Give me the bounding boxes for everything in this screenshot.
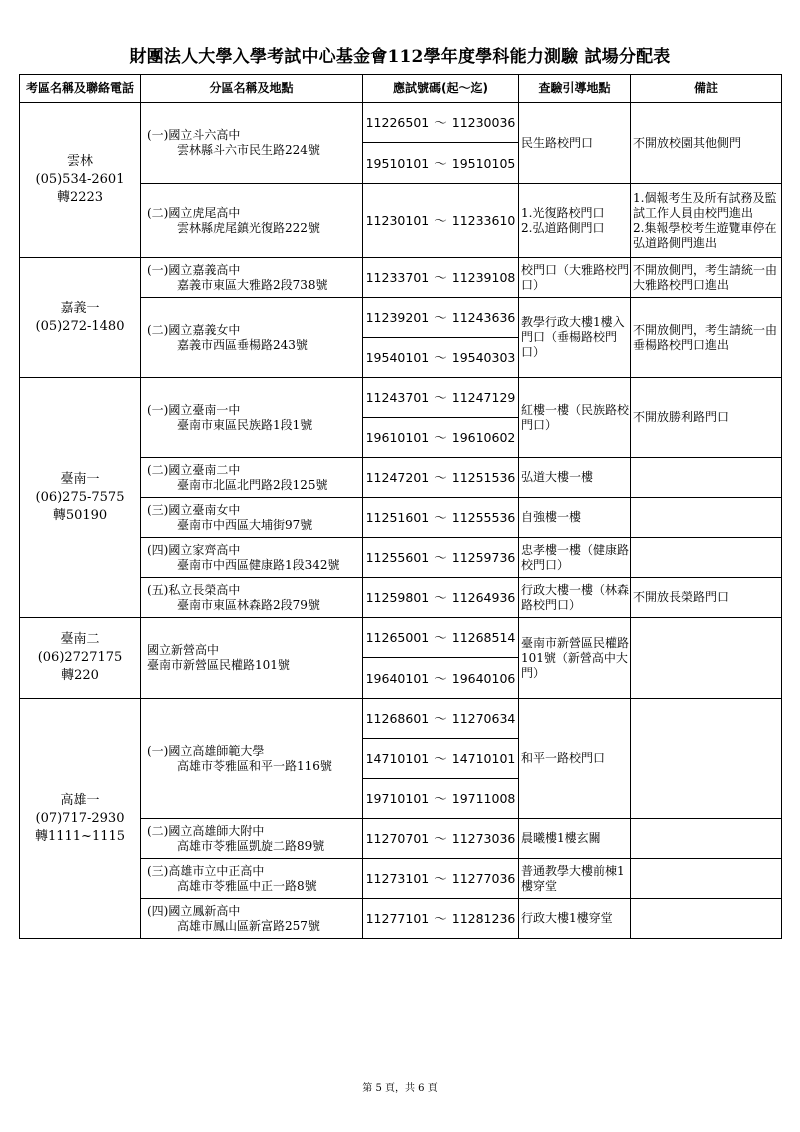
school-cell [141, 859, 363, 899]
range-start: 11273101 [365, 871, 430, 886]
guide-cell: 弘道大樓一樓 [519, 458, 631, 498]
range-separator: ～ [434, 270, 447, 285]
number-range [363, 859, 519, 899]
table-header-row [20, 75, 782, 103]
range-end: 19711008 [451, 791, 516, 806]
school-name: (一)國立臺南一中 [147, 402, 241, 417]
range-separator: ～ [434, 470, 447, 485]
school-cell [141, 103, 363, 184]
range-separator: ～ [434, 155, 447, 171]
header-region: 考區名稱及聯絡電話 [20, 75, 141, 103]
range-end: 19540303 [451, 350, 516, 365]
school-address: 高雄市苓雅區和平一路116號 [177, 758, 332, 773]
region-phone: (05)534-2601 [35, 172, 125, 187]
school-name: (一)國立高雄師範大學 [147, 743, 265, 758]
school-cell [141, 538, 363, 578]
range-start: 11259801 [365, 590, 430, 605]
guide-cell: 忠孝樓一樓（健康路校門口） [519, 538, 631, 578]
table-row [20, 378, 782, 418]
number-range [363, 103, 519, 143]
note-cell: 1.個報考生及所有試務及監試工作人員由校門進出 2.集報學校考生遊覽車停在弘道路側門進出 [631, 184, 782, 258]
table-row [20, 699, 782, 739]
header-numbers: 應試號碼(起～迄) [363, 75, 519, 103]
range-separator: ～ [434, 911, 447, 926]
region-phone: (05)272-1480 [35, 318, 125, 334]
school-cell [141, 699, 363, 819]
school-address: 高雄市苓雅區凱旋二路89號 [177, 838, 325, 853]
school-name: (五)私立長榮高中 [147, 582, 241, 597]
school-address: 臺南市中西區大埔街97號 [177, 517, 313, 532]
number-range [363, 899, 519, 939]
region-ext: 轉50190 [52, 507, 108, 523]
school-name: (二)國立虎尾高中 [147, 205, 241, 220]
range-start: 19610101 [365, 430, 430, 445]
note-cell: 不開放側門，考生請統一由垂楊路校門口進出 [631, 298, 782, 378]
guide-cell: 校門口（大雅路校門口） [519, 258, 631, 298]
note-cell: 不開放勝利路門口 [631, 378, 782, 458]
guide-cell: 紅樓一樓（民族路校門口） [519, 378, 631, 458]
exam-site-table [19, 74, 782, 939]
number-range [363, 338, 519, 378]
guide-cell: 1.光復路校門口 2.弘道路側門口 [519, 184, 631, 258]
school-cell [141, 184, 363, 258]
range-start: 11230101 [365, 213, 430, 228]
region-cell [20, 103, 141, 258]
range-separator: ～ [434, 670, 447, 686]
number-range [363, 699, 519, 739]
range-end: 11233610 [451, 213, 516, 228]
range-start: 11277101 [365, 911, 430, 926]
range-start: 19510101 [365, 155, 430, 171]
note-cell [631, 899, 782, 939]
school-address: 臺南市東區林森路2段79號 [177, 597, 320, 612]
school-cell [141, 298, 363, 378]
guide-cell: 普通教學大樓前棟1樓穿堂 [519, 859, 631, 899]
range-separator: ～ [434, 213, 447, 228]
school-address: 嘉義市東區大雅路2段738號 [177, 277, 328, 292]
region-name: 嘉義一 [60, 300, 100, 316]
guide-cell: 晨曦樓1樓玄關 [519, 819, 631, 859]
guide-cell: 教學行政大樓1樓入門口（垂楊路校門口） [519, 298, 631, 378]
number-range [363, 498, 519, 538]
page-title: 財團法人大學入學考試中心基金會112學年度學科能力測驗 試場分配表 [129, 47, 671, 67]
range-end: 11259736 [451, 550, 516, 565]
region-cell [20, 618, 141, 699]
range-separator: ～ [434, 350, 447, 365]
range-start: 11265001 [365, 630, 430, 645]
number-range [363, 458, 519, 498]
guide-cell: 民生路校門口 [519, 103, 631, 184]
note-cell [631, 458, 782, 498]
school-name: (四)國立家齊高中 [147, 542, 241, 557]
number-range [363, 378, 519, 418]
number-range [363, 143, 519, 184]
school-cell [141, 578, 363, 618]
note-cell: 不開放側門，考生請統一由大雅路校門口進出 [631, 258, 782, 298]
range-start: 11247201 [365, 470, 430, 485]
school-address: 高雄市鳳山區新富路257號 [177, 918, 320, 933]
school-address: 臺南市中西區健康路1段342號 [177, 557, 340, 572]
region-ext: 轉220 [61, 668, 99, 683]
school-name: 國立新營高中 [147, 643, 220, 657]
range-end: 11243636 [451, 310, 516, 325]
school-name: (三)高雄市立中正高中 [147, 863, 265, 878]
number-range [363, 779, 519, 819]
header-guide: 查驗引導地點 [519, 75, 631, 103]
region-cell [20, 378, 141, 618]
school-cell [141, 819, 363, 859]
range-separator: ～ [434, 510, 447, 525]
school-cell [141, 498, 363, 538]
region-phone: (07)717-2930 [35, 810, 125, 826]
region-name: 臺南二 [60, 632, 100, 647]
number-range [363, 418, 519, 458]
range-start: 11270701 [365, 831, 430, 846]
range-end: 14710101 [451, 751, 516, 766]
note-cell [631, 859, 782, 899]
range-end: 11264936 [451, 590, 516, 605]
number-range [363, 658, 519, 699]
number-range [363, 184, 519, 258]
range-separator: ～ [434, 590, 447, 605]
school-address: 嘉義市西區垂楊路243號 [177, 337, 308, 352]
region-ext: 轉1111~1115 [34, 828, 126, 844]
range-separator: ～ [434, 711, 447, 726]
region-ext: 轉2223 [56, 190, 104, 205]
range-end: 11230036 [451, 115, 516, 130]
range-end: 11281236 [451, 911, 516, 926]
note-cell: 不開放長榮路門口 [631, 578, 782, 618]
school-name: (四)國立鳳新高中 [147, 903, 241, 918]
school-address: 臺南市東區民族路1段1號 [177, 417, 313, 432]
range-separator: ～ [434, 751, 447, 766]
guide-cell: 行政大樓1樓穿堂 [519, 899, 631, 939]
range-separator: ～ [434, 390, 447, 405]
range-start: 19640101 [365, 670, 430, 686]
note-cell [631, 498, 782, 538]
range-end: 11239108 [451, 270, 516, 285]
number-range [363, 819, 519, 859]
range-end: 11247129 [451, 390, 516, 405]
number-range [363, 258, 519, 298]
school-name: (二)國立嘉義女中 [147, 322, 241, 337]
guide-cell: 和平一路校門口 [519, 699, 631, 819]
range-separator: ～ [434, 430, 447, 445]
number-range [363, 618, 519, 658]
range-start: 19710101 [365, 791, 430, 806]
table-row [20, 618, 782, 658]
range-end: 11273036 [451, 831, 516, 846]
school-name: (二)國立高雄師大附中 [147, 823, 265, 838]
page-footer: 第 5 頁，共 6 頁 [362, 1083, 438, 1094]
note-cell: 不開放校園其他側門 [631, 103, 782, 184]
note-cell [631, 819, 782, 859]
number-range [363, 578, 519, 618]
school-address: 臺南市新營區民權路101號 [147, 658, 290, 672]
school-address: 雲林縣斗六市民生路224號 [177, 143, 320, 157]
region-name: 雲林 [66, 154, 93, 169]
range-start: 11226501 [365, 115, 430, 130]
range-start: 11251601 [365, 510, 430, 525]
range-end: 11268514 [451, 630, 516, 645]
school-address: 雲林縣虎尾鎮光復路222號 [177, 220, 320, 235]
range-end: 11270634 [451, 711, 516, 726]
header-school: 分區名稱及地點 [141, 75, 363, 103]
region-name: 高雄一 [60, 792, 100, 808]
range-end: 19610602 [451, 430, 516, 445]
range-start: 11255601 [365, 550, 430, 565]
range-end: 11277036 [451, 871, 516, 886]
range-start: 11233701 [365, 270, 430, 285]
school-cell [141, 378, 363, 458]
table-row [20, 258, 782, 298]
table-row [20, 103, 782, 143]
range-end: 19510105 [451, 155, 516, 171]
range-start: 11268601 [365, 711, 430, 726]
range-start: 11239201 [365, 310, 430, 325]
range-end: 11255536 [451, 510, 516, 525]
guide-cell: 行政大樓一樓（林森路校門口） [519, 578, 631, 618]
range-separator: ～ [434, 630, 447, 645]
number-range [363, 538, 519, 578]
region-cell [20, 699, 141, 939]
region-cell [20, 258, 141, 378]
range-separator: ～ [434, 831, 447, 846]
guide-cell: 自強樓一樓 [519, 498, 631, 538]
range-separator: ～ [434, 310, 447, 325]
range-separator: ～ [434, 115, 447, 130]
header-note: 備註 [631, 75, 782, 103]
region-phone: (06)2727175 [37, 650, 123, 665]
range-end: 19640106 [451, 670, 516, 686]
school-cell [141, 899, 363, 939]
range-start: 19540101 [365, 350, 430, 365]
school-address: 高雄市苓雅區中正一路8號 [177, 878, 317, 893]
note-cell [631, 538, 782, 578]
school-name: (一)國立斗六高中 [147, 128, 241, 142]
number-range [363, 298, 519, 338]
range-start: 11243701 [365, 390, 430, 405]
range-end: 11251536 [451, 470, 516, 485]
number-range [363, 739, 519, 779]
note-cell [631, 699, 782, 819]
school-cell [141, 458, 363, 498]
region-name: 臺南一 [60, 471, 100, 487]
school-name: (二)國立臺南二中 [147, 462, 241, 477]
school-name: (三)國立臺南女中 [147, 502, 241, 517]
school-name: (一)國立嘉義高中 [147, 262, 241, 277]
range-separator: ～ [434, 550, 447, 565]
school-cell [141, 258, 363, 298]
range-separator: ～ [434, 791, 447, 806]
range-separator: ～ [434, 871, 447, 886]
region-phone: (06)275-7575 [35, 489, 125, 505]
school-cell [141, 618, 363, 699]
range-start: 14710101 [365, 751, 430, 766]
note-cell [631, 618, 782, 699]
school-address: 臺南市北區北門路2段125號 [177, 477, 328, 492]
guide-cell: 臺南市新營區民權路101號（新營高中大門） [519, 618, 631, 699]
